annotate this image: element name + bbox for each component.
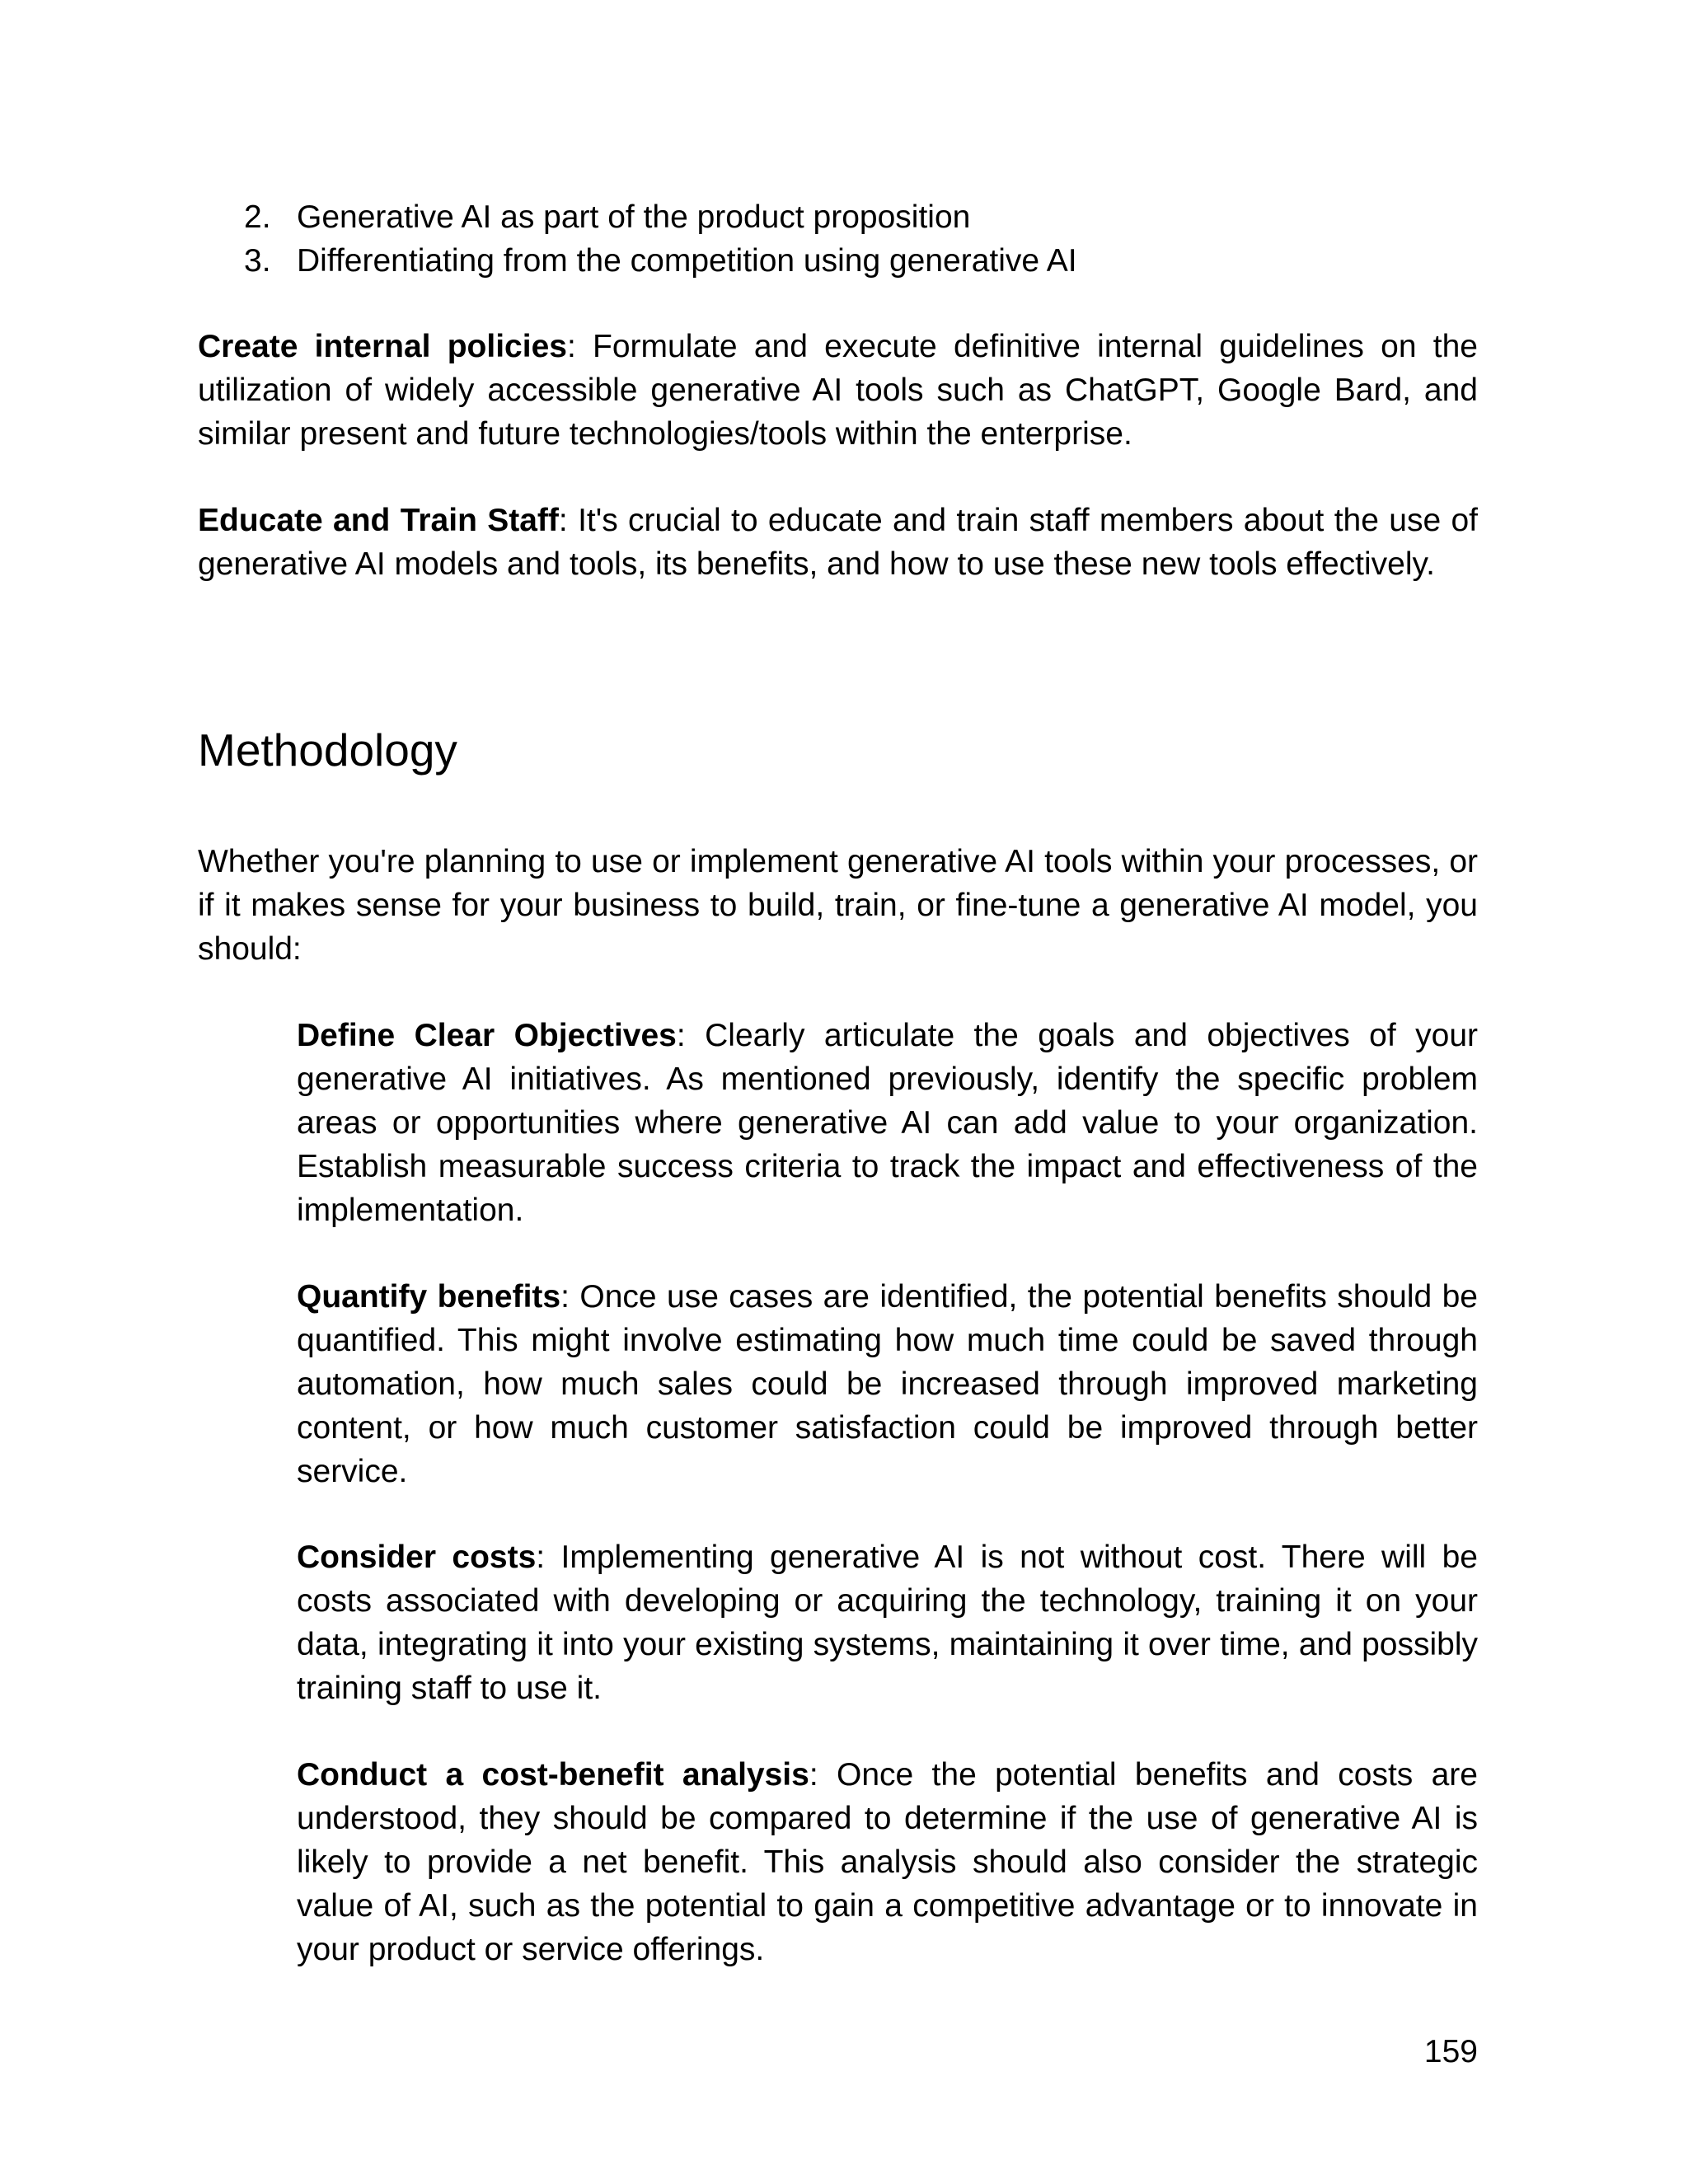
step-paragraph: [297, 1753, 1478, 1971]
page-number: 159: [1423, 2034, 1478, 2069]
list-item: [244, 239, 1480, 283]
policies-text: : Formulate and execute definitive internal guidelines on the utilization of widely accessible generative AI tools such as ChatGPT, Google Bard, and similar present and future technologies/tools within the enterprise.: [198, 329, 1478, 452]
step-lead: Consider costs: [297, 1540, 537, 1575]
step-text: : Once use cases are identified, the potential benefits should be quantified. This might involve estimating how much time could be saved through automation, how much sales could be increased through improved marketing content, or how much customer satisfaction could be improved through better service.: [297, 1279, 1478, 1489]
step-text: : Clearly articulate the goals and objectives of your generative AI initiatives. As mentioned previously, identify the specific problem areas or opportunities where generative AI can add value to your organization. Establish measurable success criteria to track the impact and effectiveness of the implementation.: [297, 1018, 1478, 1228]
step-lead: Define Clear Objectives: [297, 1018, 677, 1053]
list-item-text: Differentiating from the competition using generative AI: [297, 243, 1077, 279]
section-heading: Methodology: [198, 724, 457, 776]
educate-paragraph: [198, 499, 1478, 586]
list-item-number: 2.: [244, 199, 271, 235]
step-paragraph: [297, 1535, 1478, 1710]
step-lead: Quantify benefits: [297, 1279, 561, 1315]
step-text: : Implementing generative AI is not without cost. There will be costs associated with developing or acquiring the technology, training it on your data, integrating it into your existing systems, maintaining it over time, and possibly training staff to use it.: [297, 1540, 1478, 1706]
educate-text: : It's crucial to educate and train staff members about the use of generative AI models and tools, its benefits, and how to use these new tools effectively.: [198, 503, 1478, 582]
educate-lead: Educate and Train Staff: [198, 503, 559, 538]
methodology-intro: Whether you're planning to use or implement generative AI tools within your processes, or if it makes sense for your business to build, train, or fine-tune a generative AI model, you should:: [198, 844, 1478, 967]
step-text: : Once the potential benefits and costs are understood, they should be compared to determine if the use of generative AI is likely to provide a net benefit. This analysis should also consider the strategic value of AI, such as the potential to gain a competitive advantage or to innovate in your product or service offerings.: [297, 1757, 1478, 1967]
list-item-text: Generative AI as part of the product proposition: [297, 199, 971, 235]
list-item: [244, 195, 1480, 239]
numbered-list: [244, 195, 1480, 283]
list-item-number: 3.: [244, 243, 271, 279]
step-paragraph: [297, 1275, 1478, 1493]
step-paragraph: [297, 1014, 1478, 1232]
policies-lead: Create internal policies: [198, 329, 567, 364]
step-lead: Conduct a cost-benefit analysis: [297, 1757, 809, 1793]
policies-paragraph: [198, 325, 1478, 456]
